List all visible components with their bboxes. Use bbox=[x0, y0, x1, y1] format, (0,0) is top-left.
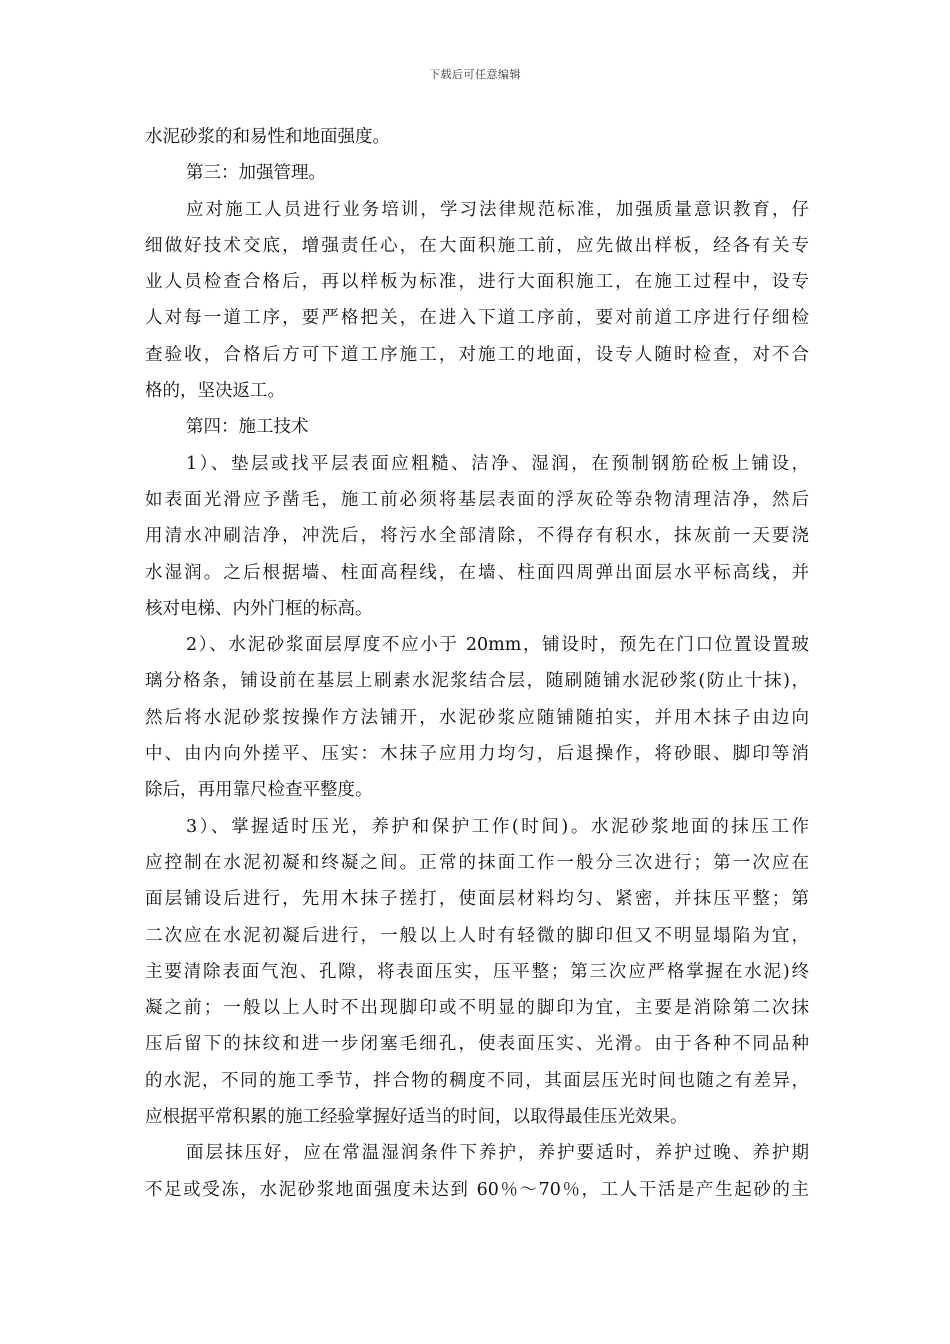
text-line: 业人员检查合格后，再以样板为标准，进行大面积施工，在施工过程中，设专 bbox=[145, 272, 809, 293]
text-line: 核对电梯、内外门框的标高。 bbox=[145, 598, 373, 619]
text-line: 应控制在水泥初凝和终凝之间。正常的抹面工作一般分三次进行；第一次应在 bbox=[145, 852, 809, 873]
text-line: 面层铺设后进行，先用木抹子搓打，使面层材料均匀、紧密，并抹压平整；第 bbox=[145, 889, 809, 910]
text-line: 二次应在水泥初凝后进行，一般以上人时有轻微的脚印但又不明显塌陷为宜， bbox=[145, 925, 809, 946]
text-line: 压后留下的抹纹和进一步闭塞毛细孔，使表面压实、光滑。由于各种不同品种 bbox=[145, 1034, 809, 1055]
text-line: 不足或受冻，水泥砂浆地面强度未达到 60％～70％，工人干活是产生起砂的主 bbox=[145, 1179, 809, 1200]
text-line: 凝之前；一般以上人时不出现脚印或不明显的脚印为宜，主要是消除第二次抹 bbox=[145, 998, 809, 1019]
document-body bbox=[145, 119, 809, 1208]
text-line: 3）、掌握适时压光，养护和保护工作(时间)。水泥砂浆地面的抹压工作 bbox=[186, 816, 809, 837]
text-line: 应根据平常积累的施工经验掌握好适当的时间，以取得最佳压光效果。 bbox=[145, 1107, 688, 1128]
text-line: 格的，坚决返工。 bbox=[145, 381, 285, 402]
text-line: 然后将水泥砂浆按操作方法铺开，水泥砂浆应随铺随拍实，并用木抹子由边向 bbox=[145, 707, 809, 728]
text-line: 1）、垫层或找平层表面应粗糙、洁净、湿润，在预制钢筋砼板上铺设， bbox=[186, 453, 809, 474]
text-line: 璃分格条，铺设前在基层上刷素水泥浆结合层，随刷随铺水泥砂浆(防止十抹)， bbox=[145, 671, 809, 692]
text-line: 查验收，合格后方可下道工序施工，对施工的地面，设专人随时检查，对不合 bbox=[145, 344, 809, 365]
page-header: 下载后可任意编辑 bbox=[429, 68, 521, 81]
text-line: 水泥砂浆的和易性和地面强度。 bbox=[145, 127, 390, 147]
text-line: 第四：施工技术 bbox=[186, 417, 309, 438]
text-line: 的水泥，不同的施工季节，拌合物的稠度不同，其面层压光时间也随之有差异， bbox=[145, 1070, 809, 1091]
text-line: 人对每一道工序，要严格把关，在进入下道工序前，要对前道工序进行仔细检 bbox=[145, 308, 809, 329]
text-line: 用清水冲刷洁净，冲洗后，将污水全部清除，不得存有积水，抹灰前一天要浇 bbox=[145, 526, 809, 547]
text-line: 中、由内向外搓平、压实：木抹子应用力均匀，后退操作，将砂眼、脚印等消 bbox=[145, 744, 809, 765]
text-line: 细做好技术交底，增强责任心，在大面积施工前，应先做出样板，经各有关专 bbox=[145, 235, 809, 256]
text-line: 第三：加强管理。 bbox=[186, 163, 326, 184]
text-line: 面层抹压好，应在常温湿润条件下养护，养护要适时，养护过晚、养护期 bbox=[186, 1143, 809, 1164]
text-line: 如表面光滑应予凿毛，施工前必须将基层表面的浮灰砼等杂物清理洁净，然后 bbox=[145, 489, 809, 510]
text-line: 除后，再用靠尺检查平整度。 bbox=[145, 780, 373, 801]
text-line: 2）、水泥砂浆面层厚度不应小于 20mm，铺设时，预先在门口位置设置玻 bbox=[186, 635, 809, 656]
text-line: 主要清除表面气泡、孔隙，将表面压实，压平整；第三次应严格掌握在水泥)终 bbox=[145, 961, 809, 982]
text-line: 水湿润。之后根据墙、柱面高程线，在墙、柱面四周弹出面层水平标高线，并 bbox=[145, 562, 809, 583]
text-line: 应对施工人员进行业务培训，学习法律规范标准，加强质量意识教育，仔 bbox=[186, 199, 809, 220]
